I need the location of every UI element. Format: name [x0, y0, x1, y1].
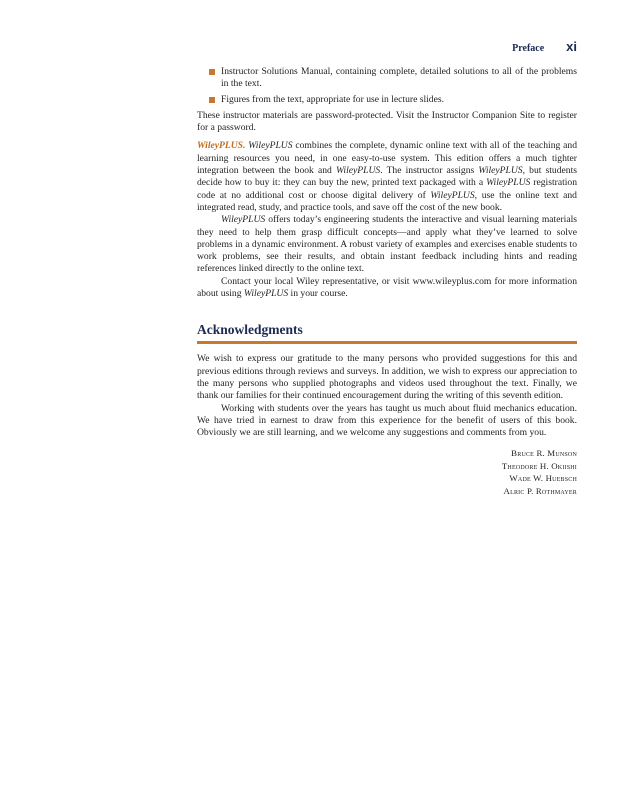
product-name-italic: WileyPLUS: [243, 288, 289, 300]
product-name-italic: WileyPLUS: [486, 177, 531, 189]
list-item-text: Instructor Solutions Manual, containing complete, detailed solutions to all of the problems in the text.: [221, 66, 577, 90]
author-name: Wade W. Huebsch: [509, 473, 577, 484]
product-name-italic: WileyPLUS: [248, 140, 293, 152]
author-signatures: [197, 447, 577, 497]
acknowledgments-paragraph-2: Working with students over the years has taught us much about fluid mechanics education. We have tried in earnest to draw from this experience for the benefit of users of this book. Obviously we are still learning, and we welcome any suggestions and comments from you.: [197, 402, 577, 439]
bullet-square-icon: [209, 69, 215, 75]
acknowledgments-paragraph-1: We wish to express our gratitude to the many persons who provided suggestions for this and previous editions through reviews and surveys. In addition, we wish to express our appreciation to the many persons who supplied photographs and videos used throughout the text. Finally, we thank our families for their continued encouragement during the writing of this seventh edition.: [197, 353, 577, 402]
wileyplus-paragraph-1: [197, 140, 577, 214]
page-number: xi: [566, 39, 577, 54]
author-name: Alric P. Rothmayer: [503, 485, 577, 496]
wileyplus-p1-body: WileyPLUS combines the complete, dynamic online text with all of the teaching and learning resources you need, in one easy-to-use system. This edition offers a much tighter integration between the book and WileyPLUS. The instructor assigns WileyPLUS, but students decide how to buy it: they can buy the new, printed text packaged with a WileyPLUS registration code at no additional cost or choose digital delivery of WileyPLUS, use the online text and integrated read, study, and practice tools, and save off the cost of the new book.: [197, 140, 578, 213]
instructor-note: These instructor materials are password-protected. Visit the Instructor Companion Site to register for a password.: [197, 109, 577, 134]
text-column: [197, 66, 577, 497]
wileyplus-paragraph-3: Contact your local Wiley representative, or visit www.wileyplus.com for more information about using WileyPLUS in your course.: [197, 275, 577, 300]
wileyplus-lead: WileyPLUS.: [197, 140, 246, 152]
product-name-italic: WileyPLUS: [221, 214, 266, 226]
author-name: Bruce R. Munson: [511, 448, 577, 459]
resource-list: [197, 66, 577, 106]
list-item-text: Figures from the text, appropriate for use in lecture slides.: [221, 93, 444, 105]
running-header: [197, 39, 577, 57]
product-name-italic: WileyPLUS: [478, 165, 523, 177]
product-name-italic: WileyPLUS: [430, 189, 475, 201]
bullet-square-icon: [209, 97, 215, 103]
wileyplus-paragraph-2: WileyPLUS offers today’s engineering students the interactive and visual learning materials they need to help them grasp difficult concepts—and apply what they’ve learned to solve problems in a dynamic environment. A robust variety of examples and exercises enable students to work problems, see their results, and obtain instant feedback including hints and reading references linked directly to the online text.: [197, 214, 577, 275]
running-header-section: Preface: [512, 43, 545, 54]
heading-rule: [197, 341, 577, 344]
list-item: [197, 66, 577, 91]
section-heading: Acknowledgments: [197, 322, 303, 338]
product-name-italic: WileyPLUS: [335, 165, 381, 177]
author-name: Theodore H. Okiishi: [501, 460, 577, 471]
list-item: [197, 94, 577, 106]
